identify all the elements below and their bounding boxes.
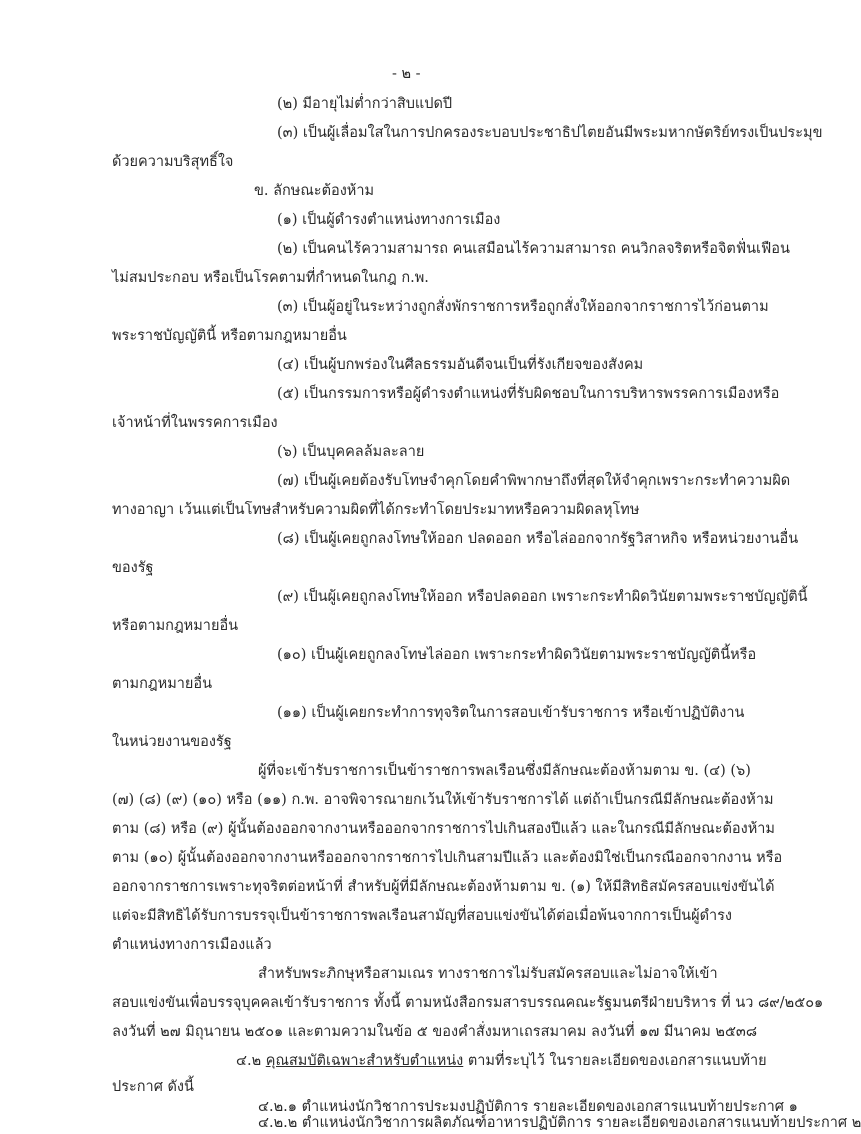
- section-heading: ข. ลักษณะต้องห้าม: [254, 183, 375, 199]
- text-line: สำหรับพระภิกษุหรือสามเณร ทางราชการไม่รับสมัครสอบและไม่อาจให้เข้า: [258, 966, 718, 982]
- section-title-underlined: คุณสมบัติเฉพาะสำหรับตำแหน่ง: [265, 1053, 464, 1069]
- text-line: ตำแหน่งทางการเมืองแล้ว: [112, 937, 272, 953]
- text-line: แต่จะมีสิทธิได้รับการบรรจุเป็นข้าราชการพลเรือนสามัญที่สอบแข่งขันได้ต่อเมื่อพ้นจากการเป็นผู้ดำรง: [112, 908, 733, 924]
- text-line: (๒) มีอายุไม่ต่ำกว่าสิบแปดปี: [277, 96, 453, 112]
- section-number: ๔.๒: [236, 1053, 266, 1069]
- text-line: (๑๐) เป็นผู้เคยถูกลงโทษไล่ออก เพราะกระทำผิดวินัยตามพระราชบัญญัตินี้หรือ: [277, 647, 757, 663]
- text-line: (๑) เป็นผู้ดำรงตำแหน่งทางการเมือง: [277, 212, 501, 228]
- text-line: ไม่สมประกอบ หรือเป็นโรคตามที่กำหนดในกฎ ก.พ.: [112, 270, 429, 286]
- list-item: ๔.๒.๒ ตำแหน่งนักวิชาการผลิตภัณฑ์อาหารปฏิบัติการ รายละเอียดของเอกสารแนบท้ายประกาศ ๒: [258, 1115, 861, 1131]
- text-line: เจ้าหน้าที่ในพรรคการเมือง: [112, 415, 278, 431]
- text-line: (๗) (๘) (๙) (๑๐) หรือ (๑๑) ก.พ. อาจพิจารณายกเว้นให้เข้ารับราชการได้ แต่ถ้าเป็นกรณีมีลักษณะต้องห้าม: [112, 792, 774, 808]
- text-line: ด้วยความบริสุทธิ์ใจ: [112, 154, 234, 170]
- text-line: (๕) เป็นกรรมการหรือผู้ดำรงตำแหน่งที่รับผิดชอบในการบริหารพรรคการเมืองหรือ: [277, 386, 780, 402]
- text-line: ผู้ที่จะเข้ารับราชการเป็นข้าราชการพลเรือนซึ่งมีลักษณะต้องห้ามตาม ข. (๔) (๖): [258, 763, 751, 779]
- text-line: ตามกฎหมายอื่น: [112, 676, 213, 692]
- text-line: ลงวันที่ ๒๗ มิถุนายน ๒๕๐๑ และตามความในข้อ ๕ ของคำสั่งมหาเถรสมาคม ลงวันที่ ๑๗ มีนาคม ๒๕๓๘: [112, 1024, 758, 1040]
- text-line: หรือตามกฎหมายอื่น: [112, 618, 239, 634]
- page-number: - ๒ -: [392, 66, 421, 82]
- section-title-rest: ตามที่ระบุไว้ ในรายละเอียดของเอกสารแนบท้าย: [463, 1053, 767, 1069]
- section-heading-line: [236, 1051, 767, 1071]
- text-line: (๔) เป็นผู้บกพร่องในศีลธรรมอันดีจนเป็นที่รังเกียจของสังคม: [277, 357, 644, 373]
- text-line: (๓) เป็นผู้อยู่ในระหว่างถูกสั่งพักราชการหรือถูกสั่งให้ออกจากราชการไว้ก่อนตาม: [277, 299, 769, 315]
- text-line: (๖) เป็นบุคคลล้มละลาย: [277, 444, 425, 460]
- text-line: (๘) เป็นผู้เคยถูกลงโทษให้ออก ปลดออก หรือไล่ออกจากรัฐวิสาหกิจ หรือหน่วยงานอื่น: [277, 531, 799, 547]
- text-line: (๗) เป็นผู้เคยต้องรับโทษจำคุกโดยคำพิพากษาถึงที่สุดให้จำคุกเพราะกระทำความผิด: [277, 473, 791, 489]
- text-line: (๓) เป็นผู้เลื่อมใสในการปกครองระบอบประชาธิปไตยอันมีพระมหากษัตริย์ทรงเป็นประมุข: [277, 125, 823, 141]
- text-line: ออกจากราชการเพราะทุจริตต่อหน้าที่ สำหรับผู้ที่มีลักษณะต้องห้ามตาม ข. (๑) ให้มีสิทธิสมัครสอบแข่งขันได้: [112, 879, 775, 895]
- text-line: ตาม (๑๐) ผู้นั้นต้องออกจากงานหรือออกจากราชการไปเกินสามปีแล้ว และต้องมิใช่เป็นกรณีออกจากงาน หรือ: [112, 850, 783, 866]
- text-line: ตาม (๘) หรือ (๙) ผู้นั้นต้องออกจากงานหรือออกจากราชการไปเกินสองปีแล้ว และในกรณีมีลักษณะต้องห้าม: [112, 821, 775, 837]
- text-line: (๒) เป็นคนไร้ความสามารถ คนเสมือนไร้ความสามารถ คนวิกลจริตหรือจิตฟั่นเฟือน: [277, 241, 790, 257]
- text-line: พระราชบัญญัตินี้ หรือตามกฎหมายอื่น: [112, 328, 347, 344]
- text-line: (๑๑) เป็นผู้เคยกระทำการทุจริตในการสอบเข้ารับราชการ หรือเข้าปฏิบัติงาน: [277, 705, 745, 721]
- text-line: ทางอาญา เว้นแต่เป็นโทษสำหรับความผิดที่ได้กระทำโดยประมาทหรือความผิดลหุโทษ: [112, 502, 640, 518]
- text-line: สอบแข่งขันเพื่อบรรจุบุคคลเข้ารับราชการ ทั้งนี้ ตามหนังสือกรมสารบรรณคณะรัฐมนตรีฝ่ายบริหาร ที่ นว ๘๙/๒๕๐๑: [112, 995, 824, 1011]
- text-line: ในหน่วยงานของรัฐ: [112, 734, 232, 750]
- text-line: ของรัฐ: [112, 560, 154, 576]
- text-line: ประกาศ ดังนี้: [112, 1079, 194, 1095]
- text-line: (๙) เป็นผู้เคยถูกลงโทษให้ออก หรือปลดออก เพราะกระทำผิดวินัยตามพระราชบัญญัตินี้: [277, 589, 808, 605]
- list-item: ๔.๒.๑ ตำแหน่งนักวิชาการประมงปฏิบัติการ รายละเอียดของเอกสารแนบท้ายประกาศ ๑: [258, 1099, 798, 1115]
